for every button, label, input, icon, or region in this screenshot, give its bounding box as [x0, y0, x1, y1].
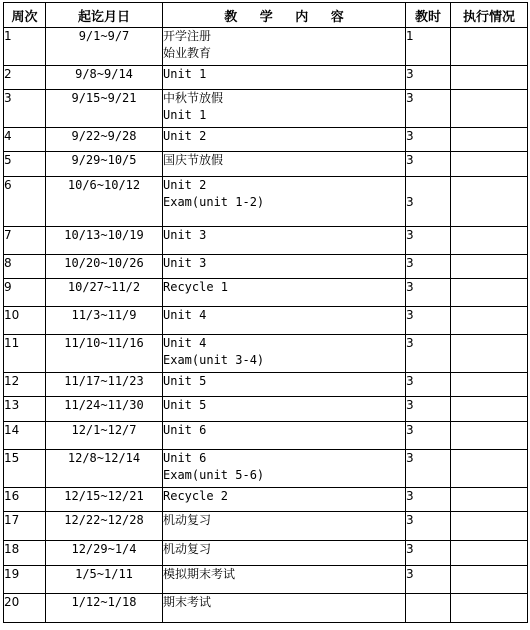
hours-cell [406, 255, 451, 279]
status-cell [451, 152, 528, 177]
hours-value: 3 [406, 129, 414, 143]
content-line: Unit 5 [163, 398, 207, 412]
table-row [4, 335, 528, 373]
content-line: 机动复习 [163, 542, 212, 556]
content-cell [163, 307, 406, 335]
week-cell: 14 [4, 422, 46, 450]
content-line: Unit 6 [163, 451, 207, 465]
status-cell [451, 307, 528, 335]
hours-cell [406, 335, 451, 373]
content-cell [163, 255, 406, 279]
week-cell: 7 [4, 227, 46, 255]
hours-value: 3 [406, 513, 414, 527]
content-cell [163, 66, 406, 90]
table-row [4, 373, 528, 397]
content-cell [163, 450, 406, 488]
content-cell [163, 227, 406, 255]
content-line: Unit 6 [163, 423, 207, 437]
hours-cell [406, 422, 451, 450]
table-row [4, 28, 528, 66]
content-line: Unit 2 [163, 178, 207, 192]
status-cell [451, 28, 528, 66]
hours-value: 3 [406, 542, 414, 556]
dates-cell: 1/12~1/18 [46, 594, 163, 623]
table-row [4, 541, 528, 566]
hours-value: 3 [406, 336, 414, 350]
week-cell: 11 [4, 335, 46, 373]
content-cell [163, 594, 406, 623]
hours-value: 3 [406, 67, 414, 81]
hours-value: 3 [406, 195, 414, 209]
dates-cell: 12/29~1/4 [46, 541, 163, 566]
hours-cell [406, 90, 451, 128]
hours-cell [406, 66, 451, 90]
status-cell [451, 397, 528, 422]
content-cell [163, 90, 406, 128]
week-cell: 15 [4, 450, 46, 488]
content-line: Unit 1 [163, 108, 207, 122]
table-row [4, 66, 528, 90]
hours-cell [406, 373, 451, 397]
content-cell [163, 566, 406, 594]
hours-cell [406, 307, 451, 335]
status-cell [451, 594, 528, 623]
header-content: 教 学 内 容 [163, 3, 406, 28]
dates-cell: 9/29~10/5 [46, 152, 163, 177]
status-cell [451, 90, 528, 128]
dates-cell: 10/6~10/12 [46, 177, 163, 227]
content-cell [163, 373, 406, 397]
dates-cell: 9/15~9/21 [46, 90, 163, 128]
header-dates: 起讫月日 [46, 3, 163, 28]
dates-cell: 12/1~12/7 [46, 422, 163, 450]
table-row [4, 488, 528, 512]
content-cell [163, 177, 406, 227]
status-cell [451, 488, 528, 512]
table-row [4, 594, 528, 623]
table-row [4, 255, 528, 279]
teaching-schedule-table [3, 2, 528, 623]
status-cell [451, 450, 528, 488]
dates-cell: 12/8~12/14 [46, 450, 163, 488]
content-cell [163, 128, 406, 152]
dates-cell: 12/15~12/21 [46, 488, 163, 512]
status-cell [451, 66, 528, 90]
content-line: 机动复习 [163, 513, 212, 527]
hours-cell [406, 227, 451, 255]
content-line: Exam(unit 3-4) [163, 353, 265, 367]
hours-value: 3 [406, 308, 414, 322]
week-cell: 12 [4, 373, 46, 397]
content-line: Exam(unit 1-2) [163, 195, 265, 209]
hours-value: 3 [406, 374, 414, 388]
status-cell [451, 177, 528, 227]
hours-value: 3 [406, 256, 414, 270]
dates-cell: 12/22~12/28 [46, 512, 163, 541]
week-cell: 13 [4, 397, 46, 422]
content-line: Unit 4 [163, 308, 207, 322]
table-row [4, 227, 528, 255]
table-row [4, 450, 528, 488]
week-cell: 4 [4, 128, 46, 152]
week-cell: 17 [4, 512, 46, 541]
status-cell [451, 255, 528, 279]
dates-cell: 10/27~11/2 [46, 279, 163, 307]
week-cell: 3 [4, 90, 46, 128]
content-cell [163, 335, 406, 373]
header-week: 周次 [4, 3, 46, 28]
content-line: Unit 4 [163, 336, 207, 350]
week-cell: 8 [4, 255, 46, 279]
dates-cell: 1/5~1/11 [46, 566, 163, 594]
content-line: 国庆节放假 [163, 153, 224, 167]
content-line: Unit 1 [163, 67, 207, 81]
table-row [4, 177, 528, 227]
content-line: Unit 3 [163, 256, 207, 270]
dates-cell: 9/8~9/14 [46, 66, 163, 90]
status-cell [451, 512, 528, 541]
content-cell [163, 28, 406, 66]
hours-value: 1 [406, 29, 414, 43]
hours-cell [406, 594, 451, 623]
table-body [4, 28, 528, 623]
week-cell: 18 [4, 541, 46, 566]
hours-value: 3 [406, 451, 414, 465]
header-hours: 教时 [406, 3, 451, 28]
dates-cell: 11/10~11/16 [46, 335, 163, 373]
content-line: Recycle 2 [163, 489, 229, 503]
content-cell [163, 541, 406, 566]
table-row [4, 307, 528, 335]
hours-cell [406, 488, 451, 512]
content-line: Recycle 1 [163, 280, 229, 294]
content-line: Unit 3 [163, 228, 207, 242]
content-cell [163, 512, 406, 541]
hours-value: 3 [406, 423, 414, 437]
status-cell [451, 279, 528, 307]
hours-value: 3 [406, 153, 414, 167]
table-row [4, 397, 528, 422]
week-cell: 2 [4, 66, 46, 90]
hours-value: 3 [406, 567, 414, 581]
hours-cell [406, 566, 451, 594]
table-row [4, 279, 528, 307]
table-row [4, 152, 528, 177]
content-line: 期末考试 [163, 595, 212, 609]
week-cell: 1 [4, 28, 46, 66]
header-row [4, 3, 528, 28]
table-row [4, 566, 528, 594]
content-cell [163, 488, 406, 512]
content-line: Unit 5 [163, 374, 207, 388]
hours-cell [406, 152, 451, 177]
dates-cell: 11/24~11/30 [46, 397, 163, 422]
content-line: 开学注册 [163, 29, 212, 43]
hours-value: 3 [406, 91, 414, 105]
hours-value: 3 [406, 398, 414, 412]
content-cell [163, 279, 406, 307]
content-line: 始业教育 [163, 46, 212, 60]
status-cell [451, 566, 528, 594]
content-line: 模拟期末考试 [163, 567, 236, 581]
status-cell [451, 373, 528, 397]
hours-value: 3 [406, 280, 414, 294]
hours-value: 3 [406, 228, 414, 242]
week-cell: 9 [4, 279, 46, 307]
week-cell: 19 [4, 566, 46, 594]
week-cell: 16 [4, 488, 46, 512]
status-cell [451, 422, 528, 450]
content-line: 中秋节放假 [163, 91, 224, 105]
dates-cell: 11/3~11/9 [46, 307, 163, 335]
hours-cell [406, 541, 451, 566]
dates-cell: 9/1~9/7 [46, 28, 163, 66]
hours-cell [406, 279, 451, 307]
week-cell: 10 [4, 307, 46, 335]
hours-cell [406, 450, 451, 488]
hours-cell [406, 512, 451, 541]
header-status: 执行情况 [451, 3, 528, 28]
hours-cell [406, 128, 451, 152]
table-row [4, 422, 528, 450]
table-row [4, 90, 528, 128]
hours-cell [406, 177, 451, 227]
table-row [4, 128, 528, 152]
status-cell [451, 541, 528, 566]
status-cell [451, 128, 528, 152]
hours-value: 3 [406, 489, 414, 503]
content-cell [163, 422, 406, 450]
status-cell [451, 227, 528, 255]
table-row [4, 512, 528, 541]
content-cell [163, 152, 406, 177]
week-cell: 6 [4, 177, 46, 227]
content-line: Unit 2 [163, 129, 207, 143]
content-line: Exam(unit 5-6) [163, 468, 265, 482]
dates-cell: 10/20~10/26 [46, 255, 163, 279]
hours-cell [406, 28, 451, 66]
dates-cell: 9/22~9/28 [46, 128, 163, 152]
content-cell [163, 397, 406, 422]
hours-cell [406, 397, 451, 422]
week-cell: 5 [4, 152, 46, 177]
status-cell [451, 335, 528, 373]
dates-cell: 10/13~10/19 [46, 227, 163, 255]
week-cell: 20 [4, 594, 46, 623]
dates-cell: 11/17~11/23 [46, 373, 163, 397]
